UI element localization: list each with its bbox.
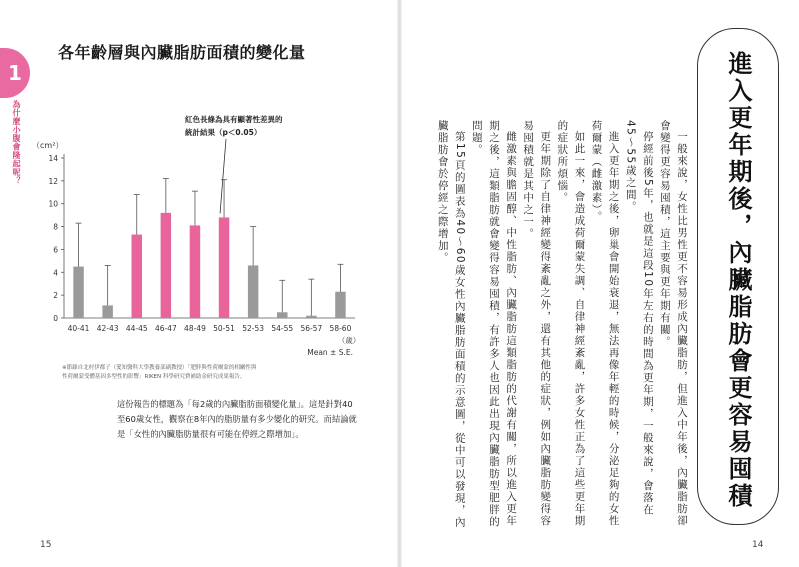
book-gutter xyxy=(397,0,402,567)
y-tick-label: 14 xyxy=(48,154,58,163)
annotation-line-2: 統計結果（p＜0.05） xyxy=(185,128,262,137)
body-paragraph: 停經前後5年，也就是這段10年左右的時間為更年期，一般來說，會落在45～55歲之間。 xyxy=(624,120,654,516)
chart-annotation xyxy=(185,113,283,139)
bar xyxy=(277,312,287,318)
y-axis-label: （cm²） xyxy=(32,141,64,150)
chart-explanation: 這份報告的標題為「每2歲的內臟脂肪面積變化量」。這是針對40至60歲女性，觀察在8年內的脂肪量有多少變化的研究。而結論就是「女性的內臟脂肪量很有可能在停經之際增加」。 xyxy=(117,399,357,439)
chart-title: 各年齡層與內臟脂肪面積的變化量 xyxy=(58,43,306,62)
bar xyxy=(73,267,83,318)
annotation-line-1: 紅色長條為具有顯著性差異的 xyxy=(185,115,283,124)
y-tick-label: 0 xyxy=(53,314,58,323)
annotation-pointer xyxy=(220,139,226,213)
body-paragraph: 雌激素與膽固醇、中性脂肪、內臟脂肪這類脂肪的代謝有關，所以進入更年期之後，這類脂肪就會變得容易囤積，有許多人也因此出現內臟脂肪型肥胖的問題。 xyxy=(470,120,518,528)
x-tick-label: 48-49 xyxy=(184,324,206,333)
y-tick-label: 12 xyxy=(48,176,58,186)
chapter-label: 為什麼小腹會隆起呢？ xyxy=(12,100,21,185)
body-paragraph: 第15頁的圖表為40～60歲女性內臟脂肪面積的示意圖，從中可以發現，內臟脂肪會於停經之際增加。 xyxy=(436,120,466,528)
page-title: 進入更年期後，內臟脂肪會更容易囤積 xyxy=(724,51,752,510)
x-tick-label: 50-51 xyxy=(213,324,235,333)
bar xyxy=(335,292,345,318)
bar xyxy=(306,316,316,318)
bar xyxy=(248,265,258,318)
title-box xyxy=(697,28,779,525)
y-tick-label: 10 xyxy=(48,199,58,209)
x-tick-label: 42-43 xyxy=(96,324,119,333)
y-tick-label: 4 xyxy=(53,268,58,278)
x-tick-label: 56-57 xyxy=(300,324,323,333)
x-tick-label: 44-45 xyxy=(125,324,148,333)
vertical-body-text xyxy=(436,120,690,530)
x-tick-label: 46-47 xyxy=(154,324,177,333)
page-number-left: 15 xyxy=(40,540,52,550)
y-tick-label: 8 xyxy=(53,222,58,232)
bar-chart xyxy=(30,110,360,360)
x-tick-label: 54-55 xyxy=(271,324,294,333)
chapter-number: 1 xyxy=(8,61,22,85)
body-paragraph: 進入更年期之後，卵巢會開始衰退，無法再像年輕的時候，分泌足夠的女性荷爾蒙（雌激素）。 xyxy=(590,120,620,527)
page-number-right: 14 xyxy=(752,540,764,550)
x-tick-label: 52-53 xyxy=(242,324,265,333)
bar xyxy=(161,213,171,318)
y-tick-label: 2 xyxy=(53,291,58,301)
body-paragraph: 一般來說，女性比男性更不容易形成內臟脂肪，但進入中年後，內臟脂肪卻會變得更容易囤積，這主要與更年期有關。 xyxy=(658,120,688,527)
bar xyxy=(102,305,112,318)
bar xyxy=(132,235,142,318)
legend-note: Mean ± S.E. xyxy=(307,348,353,357)
footnote-line-2: 性荷爾蒙受體基因多型性的影響」RIKEN 科學研究費補助金研究成果報告。 xyxy=(62,374,246,380)
y-tick-label: 6 xyxy=(53,245,58,255)
body-paragraph: 如此一來，會造成荷爾蒙失調、自律神經紊亂，許多女性正為了這些更年期的症狀所煩惱。 xyxy=(556,120,586,527)
bar xyxy=(219,217,229,318)
x-axis-label: （歲） xyxy=(337,336,360,345)
x-tick-label: 58-60 xyxy=(329,324,352,333)
body-paragraph: 更年期除了自律神經變得紊亂之外，還有其他的症狀，例如內臟脂肪變得容易囤積就是其中之一。 xyxy=(522,120,552,527)
bar xyxy=(190,225,200,318)
x-tick-label: 40-41 xyxy=(67,324,90,333)
footnote xyxy=(62,364,362,382)
footnote-line-1: ※節錄自北村伊都子（愛知醫科大學教養部副教授）「肥胖與性荷爾蒙的相關性與 xyxy=(62,365,257,371)
